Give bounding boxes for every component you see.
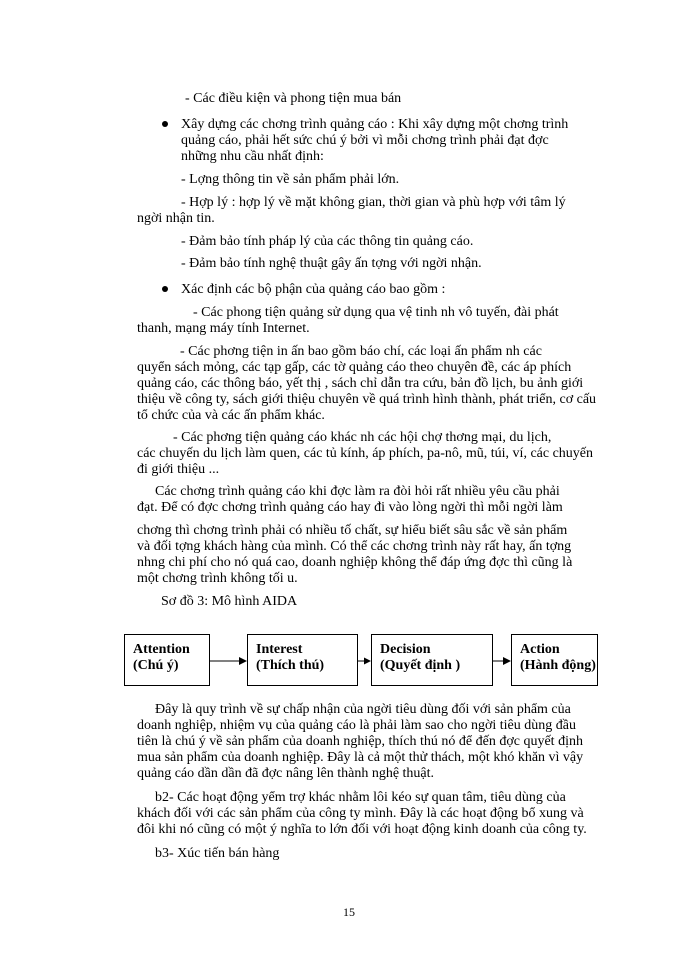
text-line: - Hợp lý : hợp lý về mặt không gian, thời gian và phù hợp với tâm lý [181,195,566,210]
text-line: tổ chức của và các ấn phẩm khác. [137,408,325,423]
text-line: tiên là chú ý về sản phẩm của doanh nghiệp, thích thú nó để đến đợc quyết định [137,734,583,749]
text-line: Xây dựng các chơng trình quảng cáo : Khi xây dựng một chơng trình [181,117,569,132]
text-line: Các chơng trình quảng cáo khi đợc làm ra đòi hỏi rất nhiều yêu cầu phải [155,484,560,499]
text-line: mua sản phẩm của doanh nghiệp. Đây là cả một thử thách, một khó khăn vì vậy [137,750,584,765]
box-title: Decision [380,642,431,657]
box-title: Action [520,642,560,657]
text-line: b3- Xúc tiến bán hàng [155,846,280,861]
box-subtitle: (Chú ý) [133,658,179,673]
text-line: những nhu cầu nhất định: [181,149,324,164]
text-line: Đây là quy trình về sự chấp nhận của ngời tiêu dùng đối với sản phẩm của [155,702,571,717]
text-line: - Lợng thông tin về sản phẩm phải lớn. [181,172,400,187]
text-line: các chuyến du lịch làm quen, các tủ kính, áp phích, pa-nô, mũ, túi, ví, các chuyến [137,446,594,461]
text-line: nhng chi phí cho nó quá cao, doanh nghiệp không thể đáp ứng đợc thì cũng là [137,555,573,570]
text-line: thiệu về công ty, sách giới thiệu chuyên về quá trình hình thành, phát triển, cơ cấu [137,392,597,407]
box-subtitle: (Hành động) [520,658,596,673]
text-line: doanh nghiệp, nhiệm vụ của quảng cáo là phải làm sao cho ngời tiêu dùng đầu [137,718,576,733]
text-line: và đối tợng khách hàng của mình. Có thể các chơng trình này rất hay, ấn tợng [137,539,572,554]
text-line: đạt. Để có đợc chơng trình quảng cáo hay đi vào lòng ngời thì mỗi ngời làm [137,500,563,515]
text-line: đi giới thiệu ... [137,462,220,477]
text-line: - Đảm bảo tính pháp lý của các thông tin quảng cáo. [181,234,474,249]
text-line: đôi khi nó cũng có một ý nghĩa to lớn đối với hoạt động kinh doanh của công ty. [137,822,587,837]
page-number: 15 [343,905,355,919]
text-line: một chơng trình không tối u. [137,571,298,586]
text-line: quảng cáo dần dần đã đợc nâng lên thành nghệ thuật. [137,766,435,781]
text-line: Xác định các bộ phận của quảng cáo bao gồm : [181,282,446,297]
text-line: thanh, mạng máy tính Internet. [137,321,310,336]
text-line: - Đảm bảo tính nghệ thuật gây ấn tợng với ngời nhận. [181,256,482,271]
text-line: ngời nhận tin. [137,211,215,226]
text-line: - Các phong tiện quảng sử dụng qua vệ tinh nh vô tuyến, đài phát [193,305,559,320]
text-line: - Các phơng tiện quảng cáo khác nh các hội chợ thơng mại, du lịch, [173,430,552,445]
diagram-caption: Sơ đồ 3: Mô hình AIDA [161,594,298,609]
text-line: quyển sách mỏng, các tạp gấp, các tờ quảng cáo theo chuyên đề, các áp phích [137,360,572,375]
arrow-icon [493,657,511,665]
box-title: Attention [133,642,190,657]
arrow-icon [210,657,247,665]
text-line: b2- Các hoạt động yểm trợ khác nhằm lôi kéo sự quan tâm, tiêu dùng của [155,790,566,805]
text-line: quảng cáo, các thông báo, yết thị , sách chỉ dẫn tra cứu, bản đồ lịch, bu ảnh giới [137,376,584,391]
text-line: chơng thì chơng trình phải có nhiều tố chất, sự hiểu biết sâu sắc về sản phẩm [137,523,568,538]
text-line: khách đối với các sản phẩm của công ty mình. Đây là các hoạt động bổ xung và [137,806,584,821]
box-subtitle: (Thích thú) [256,658,325,673]
arrow-icon [358,658,371,665]
text-line: - Các điều kiện và phong tiện mua bán [185,91,402,106]
box-title: Interest [256,642,303,657]
text-line: - Các phơng tiện in ấn bao gồm báo chí, các loại ấn phẩm nh các [180,344,542,359]
text-line: quảng cáo, phải hết sức chú ý bởi vì mỗi chơng trình phải đạt đợc [181,133,549,148]
box-subtitle: (Quyết định ) [380,658,461,673]
